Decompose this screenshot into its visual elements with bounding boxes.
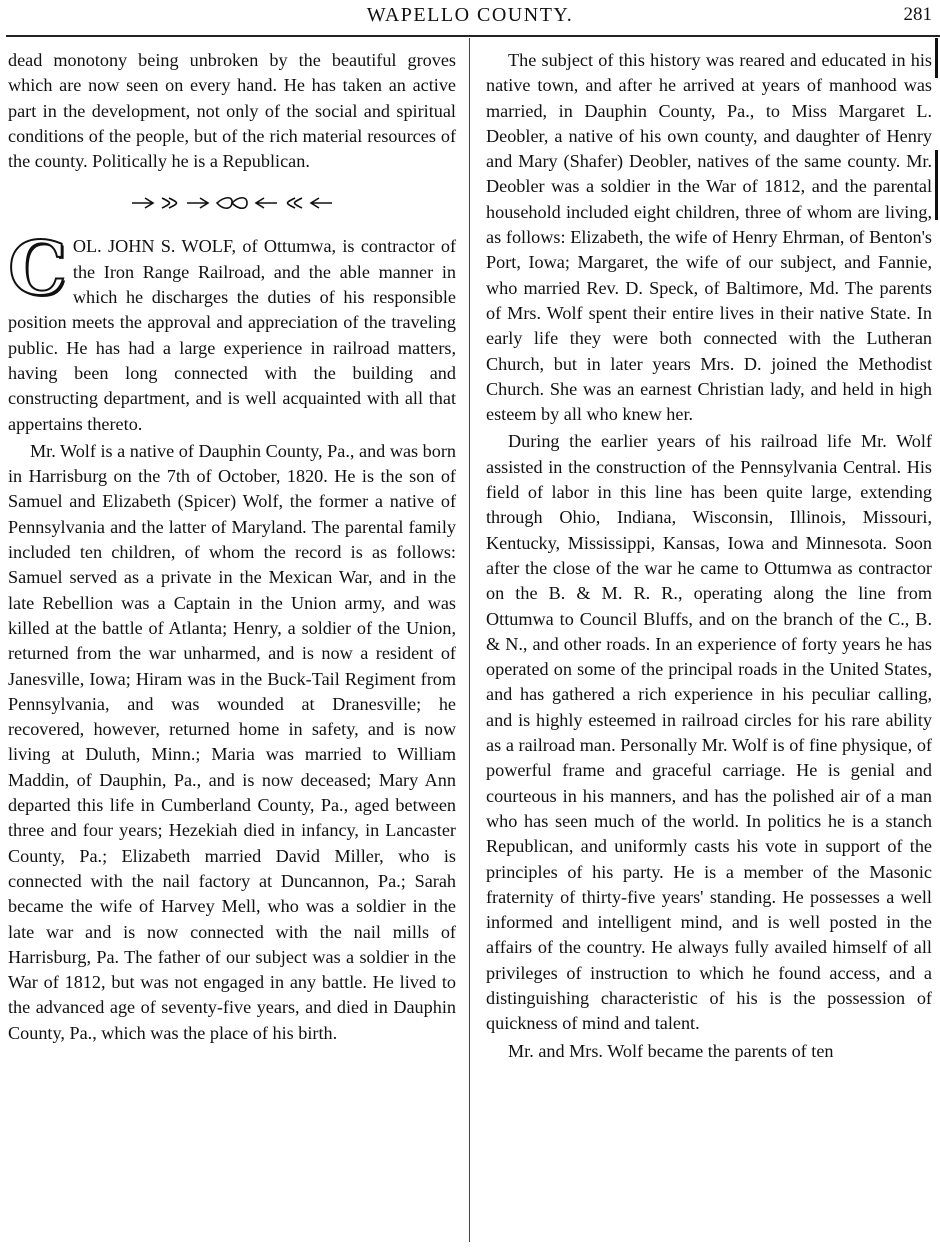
right-column (486, 48, 932, 1066)
children-paragraph: Mr. and Mrs. Wolf became the parents of ten (508, 1040, 834, 1061)
margin-edge-mark (935, 150, 938, 220)
marriage-paragraph: The subject of this history was reared and educated in his native town, and after he arrived at years of manhood was married, in Dauphin County, Pa., to Miss Margaret L. Deobler, a native of his own county, and daughter of Henry and Mary (Shafer) Deobler, natives of the same county. Mr. Deobler was a soldier in the War of 1812, and the parental household included eight children, three of whom are living, as follows: Elizabeth, the wife of Henry Ehrman, of Benton's Port, Iowa; Margaret, the wife of our subject, and Fannie, who married Rev. D. Speck, of Baltimore, Md. The parents of Mrs. Wolf spent their entire lives in their native State. In early life they were both connected with the Lutheran Church, but in later years Mrs. D. joined the Methodist Church. She was an earnest Christian lady, and held in high esteem by all who knew her. (486, 50, 932, 425)
drop-cap: C (8, 226, 67, 313)
section-ornament-divider (127, 194, 337, 212)
margin-edge-mark (935, 38, 938, 78)
page-number: 281 (903, 4, 932, 25)
page-header (0, 0, 940, 36)
header-rule (6, 35, 940, 37)
intro-paragraph: OL. JOHN S. WOLF, of Ottumwa, is contractor of the Iron Range Railroad, and the able manner in which he discharges the duties of his responsible position meets the approval and appreciation of the traveling public. He has had a large experience in railroad matters, having been long connected with the building and constructing department, and is well acquainted with all that appertains thereto. (8, 236, 456, 434)
continued-paragraph: dead monotony being unbroken by the beautiful groves which are now seen on every hand. He has taken an active part in the development, not only of the social and spiritual conditions of the people, but of the rich material resources of the county. Politically he is a Republican. (8, 50, 456, 172)
running-head: WAPELLO COUNTY. (366, 4, 574, 26)
column-divider (469, 38, 470, 1242)
left-column (8, 48, 456, 1048)
career-paragraph: During the earlier years of his railroad life Mr. Wolf assisted in the construction of the Pennsylvania Central. His field of labor in this line has been quite large, extending through Ohio, Indiana, Wisconsin, Illinois, Missouri, Kentucky, Mississippi, Kansas, Iowa and Minnesota. Soon after the close of the war he came to Ottumwa as contractor on the B. & M. R. R., operating along the line from Ottumwa to Council Bluffs, and on the branch of the C., B. & N., and other roads. In an experience of forty years he has operated on some of the principal roads in the United States, and has gathered a rich experience in his peculiar calling, and is highly esteemed in railroad circles for his rare ability as a railroad man. Personally Mr. Wolf is of fine physique, of powerful frame and graceful carriage. He is genial and courteous in his manners, and has the polished air of a man who has seen much of the world. In politics he is a stanch Republican, and uniformly casts his vote in support of the principles of his party. He is a member of the Masonic fraternity of thirty-five years' standing. He possesses a well informed and intelligent mind, and is well posted in the affairs of the country. He always fully availed himself of all privileges of instruction to which he found access, and a distinguishing characteristic of his is the possession of quickness of mind and talent. (486, 431, 932, 1034)
biography-intro (8, 226, 456, 436)
family-paragraph: Mr. Wolf is a native of Dauphin County, Pa., and was born in Harrisburg on the 7th of October, 1820. He is the son of Samuel and Elizabeth (Spicer) Wolf, the former a native of Pennsylvania and the latter of Maryland. The parental family included ten children, of whom the record is as follows: Samuel served as a private in the Mexican War, and in the late Rebellion was a Captain in the Union army, and was killed at the battle of Atlanta; Henry, a soldier of the Union, returned from the war unharmed, and is now a resident of Janesville, Iowa; Hiram was in the Buck-Tail Regiment from Pennsylvania, and was wounded at Dranesville; he recovered, however, returned home in safety, and is now living at Duluth, Minn.; Maria was married to William Maddin, of Dauphin, Pa., and is now deceased; Mary Ann departed this life in Cumberland County, Pa., aged between three and four years; Hezekiah died in infancy, in Lancaster County, Pa.; Elizabeth married David Miller, who is connected with the nail factory at Duncannon, Pa.; Sarah became the wife of Harvey Mell, who was a soldier in the late war and is now connected with the nail mills of Harrisburg, Pa. The father of our subject was a soldier in the War of 1812, but was not engaged in any battle. He lived to the advanced age of seventy-five years, and died in Dauphin County, Pa., which was the place of his birth. (8, 440, 456, 1043)
